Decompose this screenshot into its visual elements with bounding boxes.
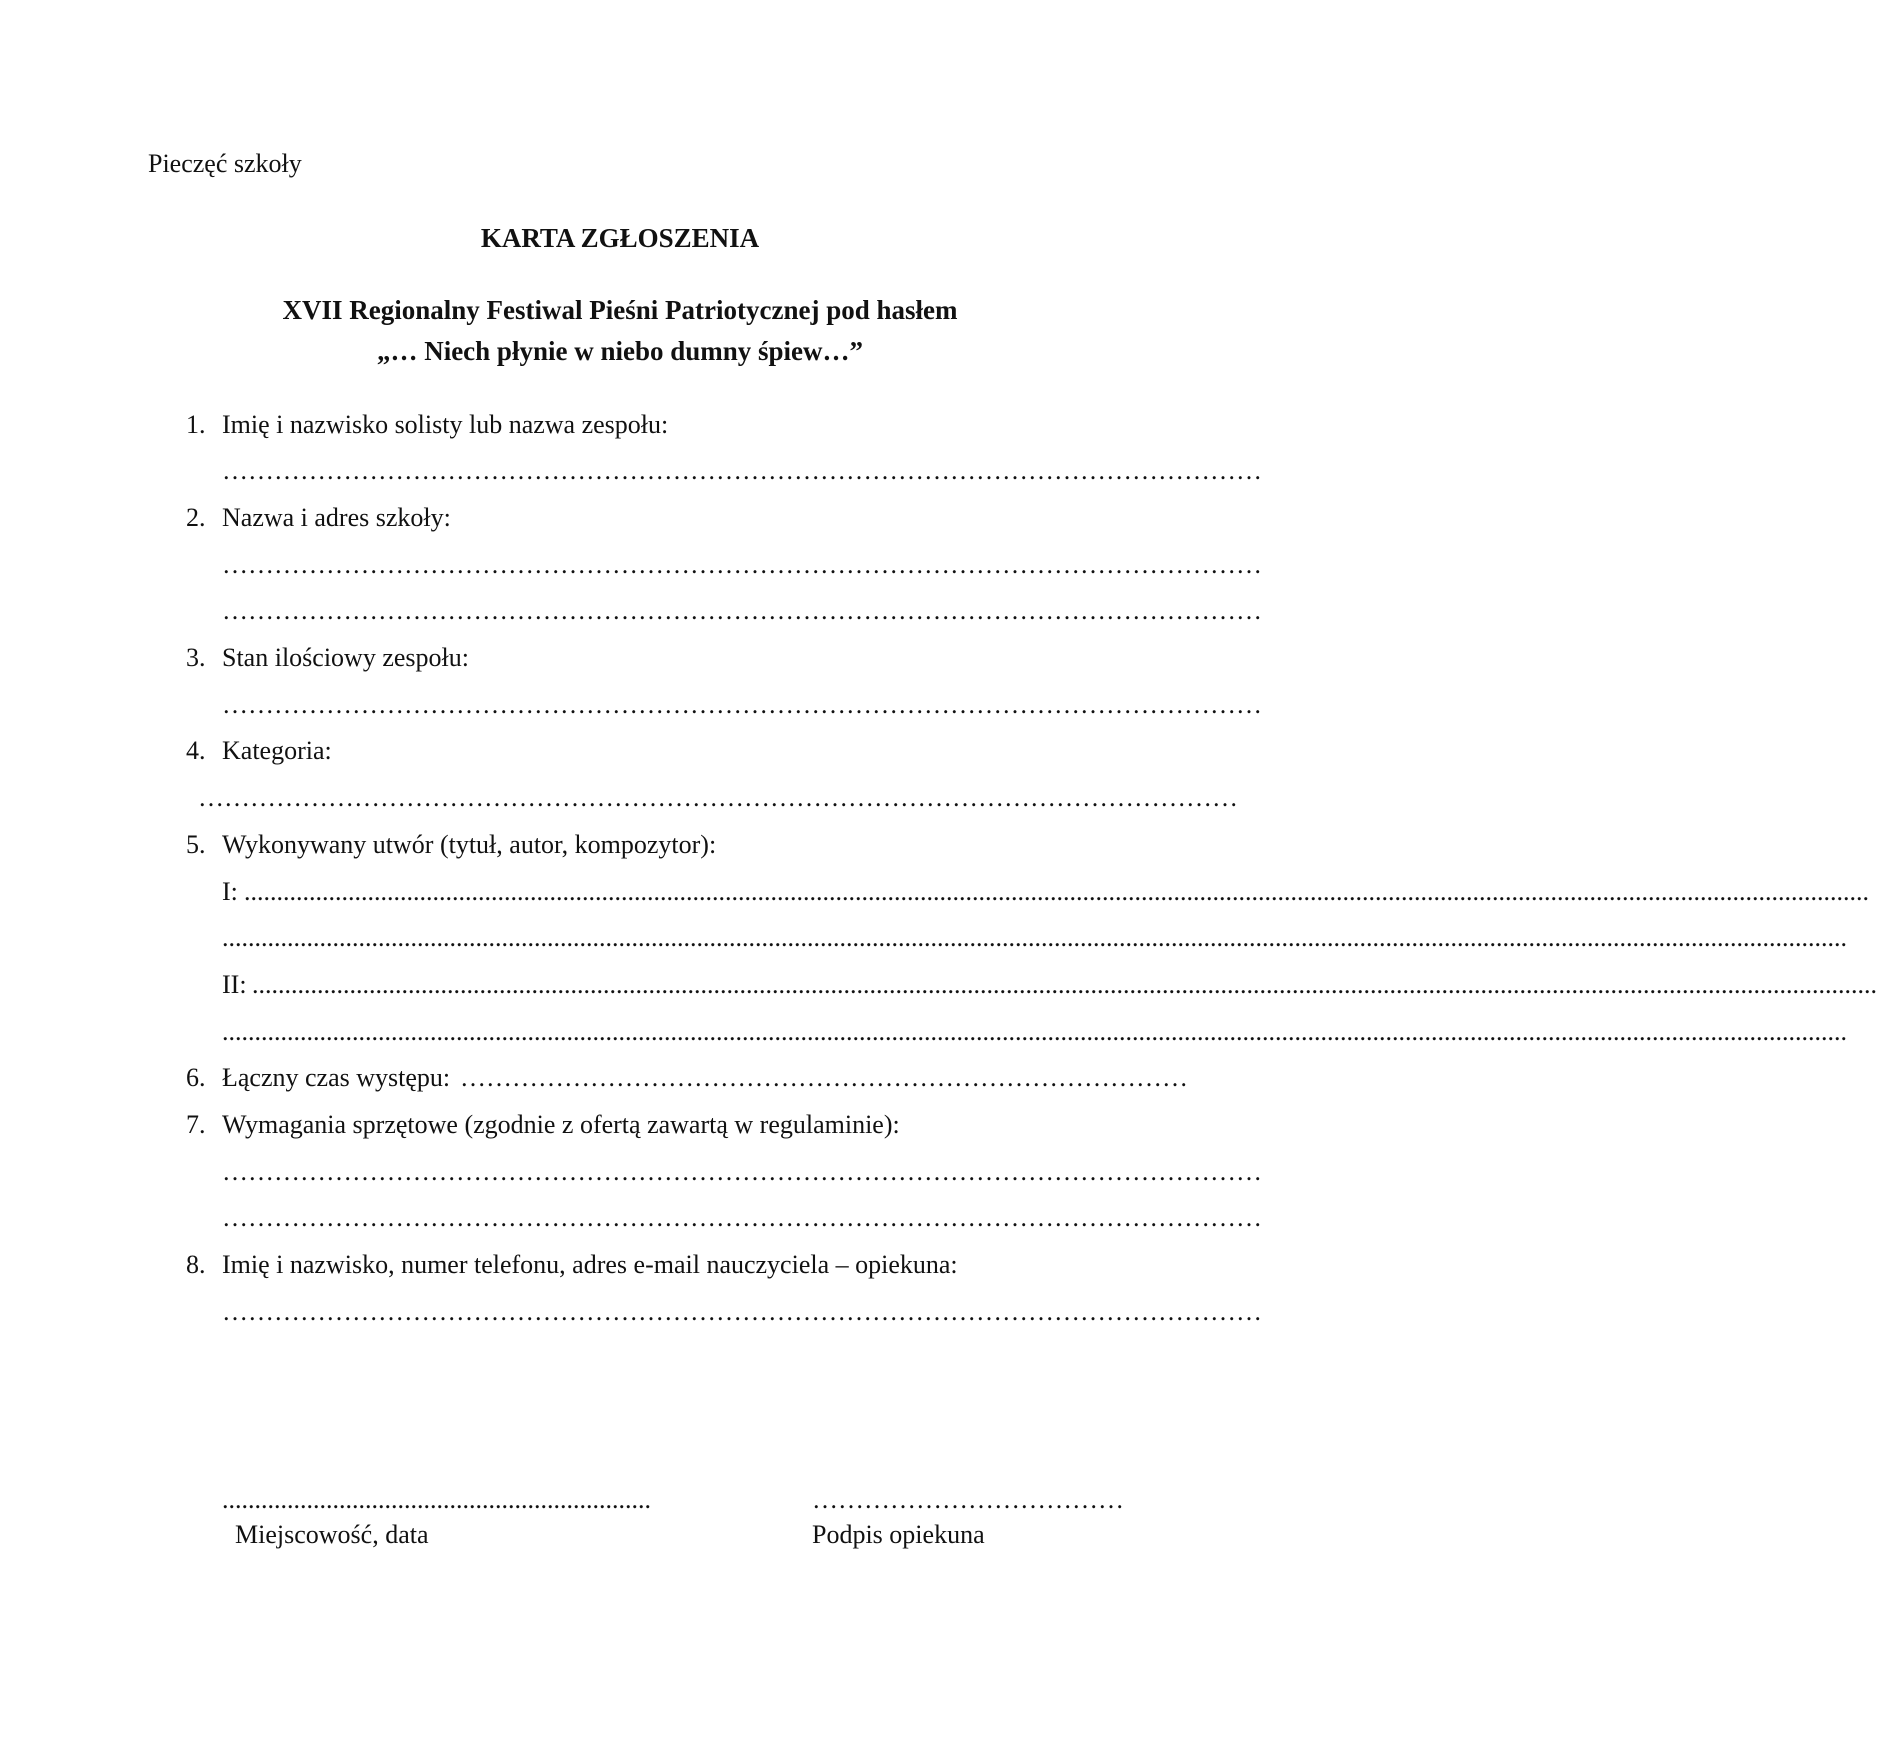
item-2-number: 2. <box>186 503 206 532</box>
festival-name: XVII Regionalny Festiwal Pieśni Patriotycznej pod hasłem <box>282 295 958 325</box>
item-7-field-line-2[interactable]: ………………………………………………………………………………………………………… <box>222 1203 1262 1232</box>
item-7-number: 7. <box>186 1110 206 1139</box>
item-6-field[interactable]: ………………………………………………………………………… <box>460 1063 1188 1092</box>
item-4-number: 4. <box>186 736 206 765</box>
guardian-signature-label: Podpis opiekuna <box>812 1520 985 1549</box>
item-5 <box>186 832 716 858</box>
item-7-field-line-1[interactable]: ………………………………………………………………………………………………………… <box>222 1157 1262 1186</box>
piece-1-field-line-1[interactable]: .......................................................................................................................................................................................................................................................... <box>244 877 1869 906</box>
item-8-number: 8. <box>186 1250 206 1279</box>
item-8 <box>186 1252 958 1278</box>
festival-motto: „… Niech płynie w niebo dumny śpiew…” <box>376 336 864 366</box>
form-title: KARTA ZGŁOSZENIA <box>480 223 760 253</box>
item-4 <box>186 738 332 764</box>
item-8-field[interactable]: ………………………………………………………………………………………………………… <box>222 1297 1262 1326</box>
place-date-label: Miejscowość, data <box>235 1520 429 1549</box>
item-2-field-line-1[interactable]: ………………………………………………………………………………………………………… <box>222 550 1262 579</box>
item-2-field-line-2[interactable]: ………………………………………………………………………………………………………… <box>222 596 1262 625</box>
item-3 <box>186 645 469 671</box>
item-3-number: 3. <box>186 643 206 672</box>
piece-1-field-line-2[interactable]: .......................................................................................................................................................................................................................................................... <box>222 923 1847 952</box>
item-8-label: Imię i nazwisko, numer telefonu, adres e-mail nauczyciela – opiekuna: <box>222 1250 958 1279</box>
item-1-field[interactable]: ………………………………………………………………………………………………………… <box>222 456 1262 485</box>
item-1-number: 1. <box>186 410 206 439</box>
piece-1-prefix: I: <box>222 877 238 906</box>
piece-2-field-line-2[interactable]: .......................................................................................................................................................................................................................................................... <box>222 1017 1847 1046</box>
item-1-label: Imię i nazwisko solisty lub nazwa zespołu: <box>222 410 669 439</box>
item-1 <box>186 412 668 438</box>
item-5-label: Wykonywany utwór (tytuł, autor, kompozytor): <box>222 830 717 859</box>
item-5-number: 5. <box>186 830 206 859</box>
item-4-label: Kategoria: <box>222 736 332 765</box>
item-6 <box>186 1065 450 1091</box>
piece-2-prefix: II: <box>222 970 247 999</box>
item-2 <box>186 505 451 531</box>
item-6-label: Łączny czas występu: <box>222 1063 451 1092</box>
item-7 <box>186 1112 900 1138</box>
item-4-field[interactable]: ………………………………………………………………………………………………………… <box>198 783 1238 812</box>
piece-2-field-line-1[interactable]: .......................................................................................................................................................................................................................................................... <box>252 970 1877 999</box>
guardian-signature-field[interactable]: ……………………………… <box>812 1485 1124 1514</box>
item-3-field[interactable]: ………………………………………………………………………………………………………… <box>222 690 1262 719</box>
item-6-number: 6. <box>186 1063 206 1092</box>
item-2-label: Nazwa i adres szkoły: <box>222 503 451 532</box>
item-3-label: Stan ilościowy zespołu: <box>222 643 469 672</box>
school-stamp-label: Pieczęć szkoły <box>148 149 302 178</box>
item-7-label: Wymagania sprzętowe (zgodnie z ofertą zawartą w regulaminie): <box>222 1110 900 1139</box>
place-date-field[interactable]: .................................................................. <box>222 1485 651 1514</box>
